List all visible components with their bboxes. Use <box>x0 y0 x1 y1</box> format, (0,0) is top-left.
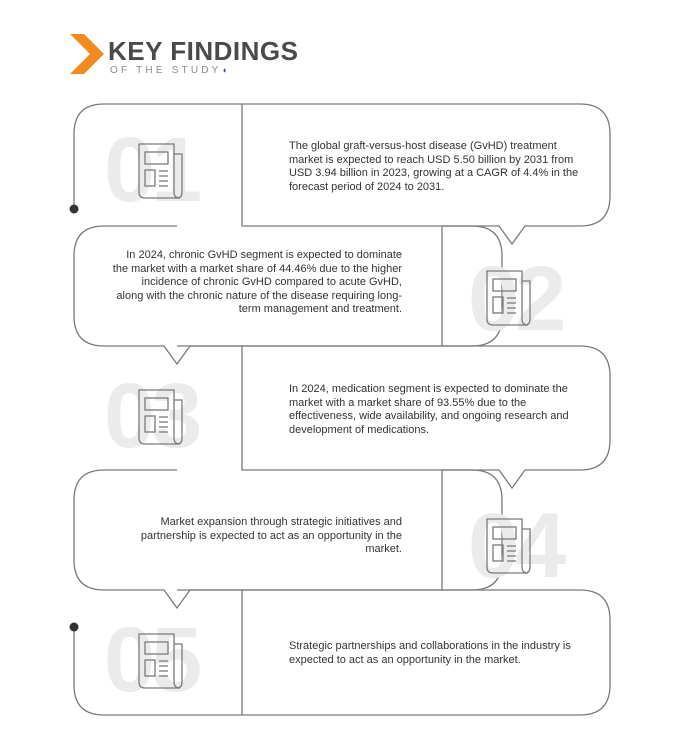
finding-number: 01 <box>104 119 199 221</box>
finding-text: The global graft-versus-host disease (GvHD) treatment market is expected to reach USD 5.50 billion by 2031 from USD 3.94 billion in 2023, growing at a CAGR of 4.4% in the forecast period of 2024 to 2031. <box>289 140 579 193</box>
finding-text: In 2024, medication segment is expected to dominate the market with a market share of 93.55% due to the effectiveness, wide availability, and ongoing research and development of medications. <box>289 383 569 436</box>
finding-number: 05 <box>104 609 199 711</box>
newspaper-icon <box>484 267 534 327</box>
finding-number: 03 <box>104 365 199 467</box>
finding-text: In 2024, chronic GvHD segment is expected to dominate the market with a market share of 44.46% due to the higher incidence of chronic GvHD compared to acute GvHD, along with the chronic nature of the disease requiring long-term management and treatment. <box>112 249 402 315</box>
newspaper-icon <box>484 515 534 575</box>
finding-number: 04 <box>468 495 563 597</box>
finding-text: Strategic partnerships and collaborations in the industry is expected to act as an opportunity in the market. <box>289 640 571 666</box>
finding-text: Market expansion through strategic initiatives and partnership is expected to act as an opportunity in the market. <box>140 516 402 555</box>
finding-number: 02 <box>468 248 563 350</box>
newspaper-icon <box>136 140 186 200</box>
newspaper-icon <box>136 386 186 446</box>
page-title: KEY FINDINGS <box>108 36 299 66</box>
moon-icon: ◖ <box>221 65 227 75</box>
newspaper-icon <box>136 630 186 690</box>
page-subtitle: OF THE STUDY◖ <box>110 65 227 76</box>
